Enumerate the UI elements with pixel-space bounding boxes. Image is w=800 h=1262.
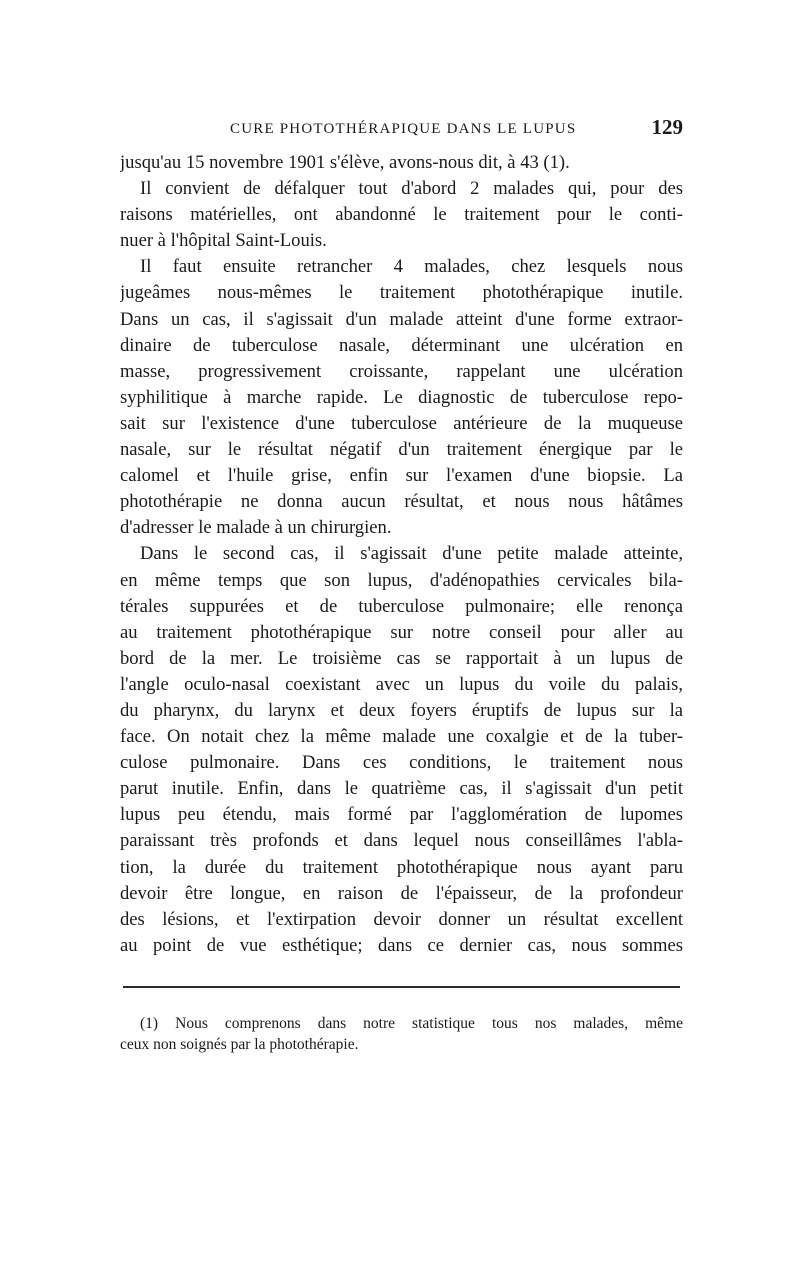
text-line: masse, progressivement croissante, rappelant une ulcération (120, 360, 683, 382)
text-line: lupus peu étendu, mais formé par l'agglomération de lupomes (120, 804, 683, 826)
text-line: calomel et l'huile grise, enfin sur l'examen d'une biopsie. La (120, 465, 683, 487)
paragraph (120, 176, 683, 254)
page-number: 129 (651, 115, 683, 139)
text-line: au traitement photothérapique sur notre conseil pour aller au (120, 621, 683, 643)
text-line: bord de la mer. Le troisième cas se rapportait à un lupus de (120, 647, 683, 669)
text-line: des lésions, et l'extirpation devoir donner un résultat excellent (120, 908, 683, 930)
footnote (120, 1013, 683, 1055)
footnote-line: (1) Nous comprenons dans notre statistique tous nos malades, même (140, 1015, 683, 1032)
text-line: nasale, sur le résultat négatif d'un traitement énergique par le (120, 439, 683, 461)
text-line: sait sur l'existence d'une tuberculose antérieure de la muqueuse (120, 412, 683, 434)
text-line: Il convient de défalquer tout d'abord 2 malades qui, pour des (140, 178, 683, 200)
text-line: l'angle oculo-nasal coexistant avec un lupus du voile du palais, (120, 673, 683, 695)
footnote-separator (123, 986, 680, 988)
text-line: raisons matérielles, ont abandonné le traitement pour le conti- (120, 204, 683, 226)
text-line: syphilitique à marche rapide. Le diagnostic de tuberculose repo- (120, 386, 683, 408)
text-line: jugeâmes nous-mêmes le traitement photothérapique inutile. (120, 282, 683, 304)
text-line: tion, la durée du traitement photothérapique nous ayant paru (120, 856, 683, 878)
text-line: face. On notait chez la même malade une coxalgie et de la tuber- (120, 726, 683, 748)
text-line: paraissant très profonds et dans lequel nous conseillâmes l'abla- (120, 830, 683, 852)
text-line: d'adresser le malade à un chirurgien. (120, 517, 392, 539)
paragraph (120, 150, 683, 176)
paragraph (120, 541, 683, 959)
text-line: dinaire de tuberculose nasale, déterminant une ulcération en (120, 334, 683, 356)
text-line: du pharynx, du larynx et deux foyers éruptifs de lupus sur la (120, 699, 683, 721)
running-head: CURE PHOTOTHÉRAPIQUE DANS LE LUPUS (230, 121, 577, 137)
page-header (120, 115, 683, 143)
text-line: photothérapie ne donna aucun résultat, et nous nous hâtâmes (120, 491, 683, 513)
paragraph (120, 254, 683, 541)
text-line: Dans le second cas, il s'agissait d'une petite malade atteinte, (140, 543, 683, 565)
text-line: devoir être longue, en raison de l'épaisseur, de la profondeur (120, 882, 683, 904)
footnote-line: ceux non soignés par la photothérapie. (120, 1036, 359, 1053)
text-line: térales suppurées et de tuberculose pulmonaire; elle renonça (120, 595, 683, 617)
text-line: parut inutile. Enfin, dans le quatrième cas, il s'agissait d'un petit (120, 778, 683, 800)
body-text (120, 150, 683, 959)
text-line: Dans un cas, il s'agissait d'un malade atteint d'une forme extraor- (120, 308, 683, 330)
text-line: nuer à l'hôpital Saint-Louis. (120, 230, 327, 252)
text-line: au point de vue esthétique; dans ce dernier cas, nous sommes (120, 934, 683, 956)
text-line: culose pulmonaire. Dans ces conditions, le traitement nous (120, 752, 683, 774)
text-line: Il faut ensuite retrancher 4 malades, chez lesquels nous (140, 256, 683, 278)
text-line: jusqu'au 15 novembre 1901 s'élève, avons-nous dit, à 43 (1). (120, 152, 570, 173)
text-line: en même temps que son lupus, d'adénopathies cervicales bila- (120, 569, 683, 591)
